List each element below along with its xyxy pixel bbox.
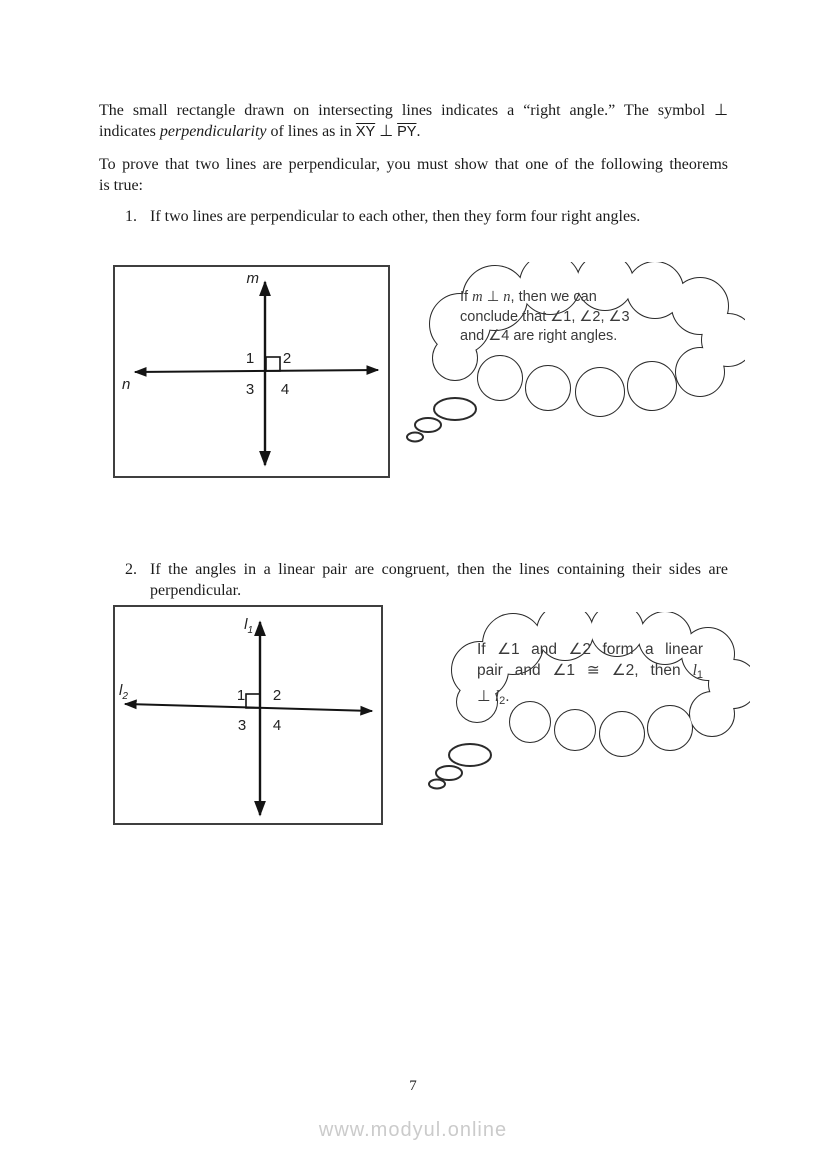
list-number: 2. bbox=[125, 561, 137, 578]
theorem-item-2 bbox=[99, 559, 728, 601]
paragraph-line bbox=[99, 100, 728, 121]
line-m-reference: m bbox=[472, 289, 483, 305]
label-line-l1: $l_1$ bbox=[244, 616, 253, 636]
perpendicular-symbol: ⊥ bbox=[375, 123, 398, 140]
perpendicular-symbol: ⊥ bbox=[482, 289, 504, 305]
segment-xy: $\overline{XY}$ bbox=[355, 124, 376, 140]
intro-paragraph-2 bbox=[99, 154, 728, 196]
theorem-item-1 bbox=[99, 206, 728, 227]
line-l1-reference: l bbox=[692, 662, 697, 679]
trail-bubble-small bbox=[429, 780, 445, 789]
figure-perpendicular-lines-mn bbox=[113, 265, 390, 478]
bubble-1-text bbox=[460, 288, 640, 347]
paragraph-line bbox=[99, 175, 728, 196]
watermark: www.modyul.online bbox=[318, 1119, 508, 1141]
theorem-text: If two lines are perpendicular to each other, then they form four right angles. bbox=[150, 208, 641, 225]
segment-py: $\overline{PY}$ bbox=[397, 124, 417, 140]
paragraph-line bbox=[99, 154, 728, 175]
paragraph-text: The small rectangle drawn on intersecting lines indicates a “right angle.” The symbol ⊥ bbox=[99, 102, 728, 119]
bubble-line: conclude that ∠1, ∠2, ∠3 bbox=[460, 308, 630, 325]
list-number: 1. bbox=[125, 208, 137, 225]
trail-bubble-small bbox=[407, 433, 423, 442]
thought-bubble-1 bbox=[400, 262, 745, 447]
label-line-m: m bbox=[246, 270, 259, 287]
trail-bubble-large bbox=[449, 744, 491, 766]
angle-4-label: 4 bbox=[272, 717, 282, 734]
page-number: 7 bbox=[409, 1078, 417, 1094]
paragraph-text: indicates bbox=[99, 123, 160, 140]
paragraph-text: . bbox=[416, 123, 421, 140]
paragraph-text: To prove that two lines are perpendicular, you must show that one of the following theorems bbox=[99, 156, 728, 173]
thought-bubble-2 bbox=[425, 612, 750, 792]
line-n bbox=[135, 370, 378, 372]
perpendicular-symbol: ⊥ bbox=[477, 688, 495, 705]
intro-paragraph-1 bbox=[99, 100, 728, 143]
theorem-text bbox=[150, 559, 728, 601]
bubble-line: If ∠1 and ∠2 form a linear bbox=[477, 641, 703, 658]
paragraph-text: is true: bbox=[99, 177, 143, 194]
label-line-n: n bbox=[122, 376, 131, 393]
trail-bubble-medium bbox=[436, 766, 462, 780]
angle-3-label: 3 bbox=[245, 381, 255, 398]
right-angle-marker bbox=[246, 694, 260, 708]
paragraph-line bbox=[99, 121, 728, 143]
trail-bubble-medium bbox=[415, 418, 441, 432]
right-angle-marker bbox=[266, 357, 280, 371]
line-l2-reference: l bbox=[494, 688, 500, 705]
subscript: 1 bbox=[696, 669, 703, 681]
bubble-line: pair and ∠1 ≅ ∠2, then l1 bbox=[477, 662, 703, 681]
label-line-l2: $l_2$ bbox=[119, 682, 128, 702]
angle-1-label: 1 bbox=[236, 687, 246, 704]
angle-3-label: 3 bbox=[237, 717, 247, 734]
subscript: 2 bbox=[499, 695, 506, 707]
paragraph-text: of lines as in bbox=[266, 123, 356, 140]
angle-2-label: 2 bbox=[282, 350, 292, 367]
theorem-line: perpendicular. bbox=[150, 582, 242, 599]
italic-term: perpendicularity bbox=[159, 123, 267, 140]
bubble-line: If m ⊥ n, then we can bbox=[460, 289, 597, 305]
line-n-reference: n bbox=[503, 289, 511, 305]
figure-perpendicular-lines-l1l2 bbox=[113, 605, 383, 825]
bubble-2-text bbox=[477, 639, 703, 712]
angle-4-label: 4 bbox=[280, 381, 290, 398]
angle-1-label: 1 bbox=[245, 350, 255, 367]
bubble-line: and ∠4 are right angles. bbox=[460, 328, 618, 344]
figure2-canvas bbox=[115, 607, 381, 823]
trail-bubble-large bbox=[434, 398, 476, 420]
angle-2-label: 2 bbox=[272, 687, 282, 704]
bubble-line: ⊥ l2. bbox=[477, 688, 510, 707]
figure1-canvas bbox=[115, 267, 388, 476]
theorem-line: If the angles in a linear pair are congruent, then the lines containing their sides are bbox=[150, 561, 728, 578]
